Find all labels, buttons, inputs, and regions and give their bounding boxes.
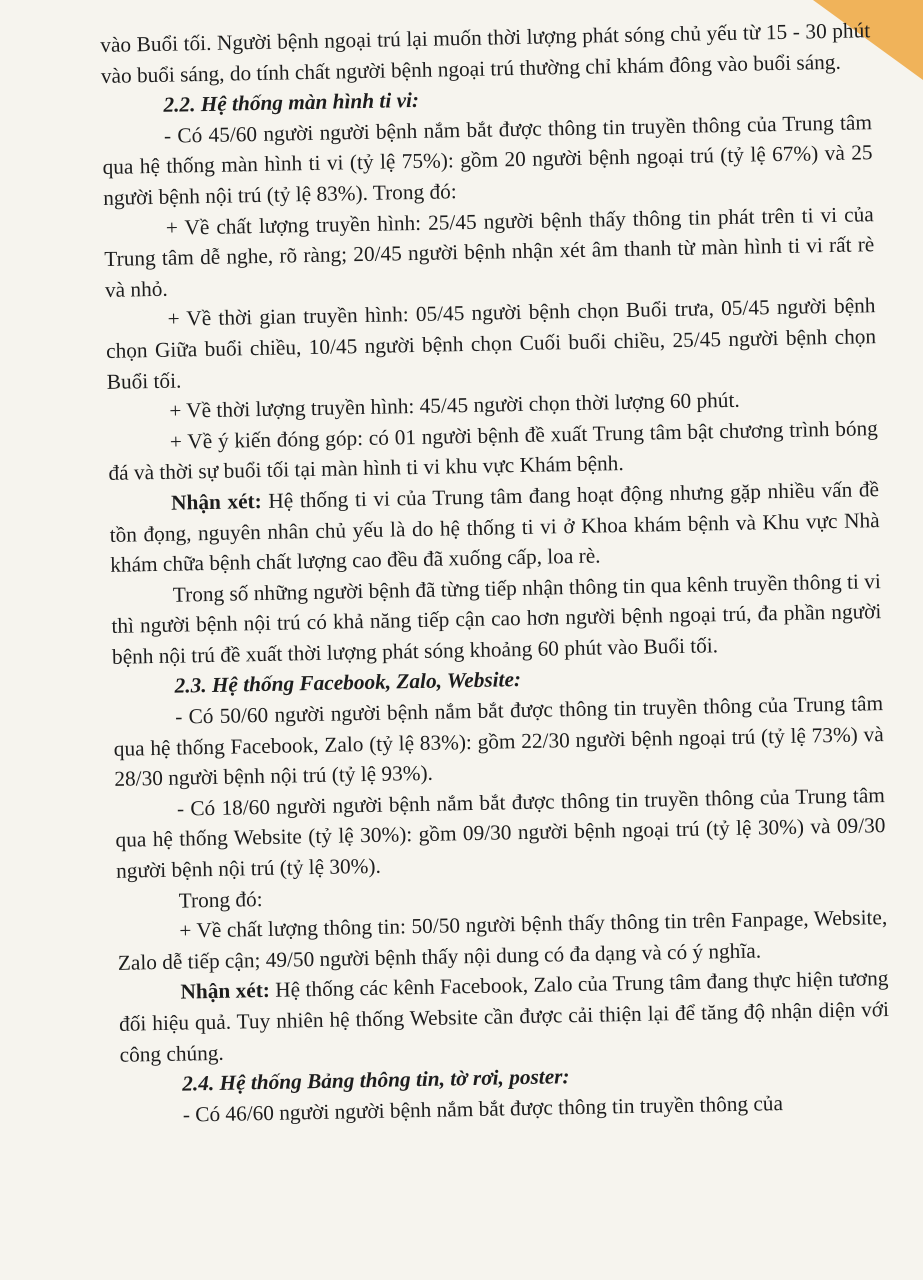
- remark-label: Nhận xét:: [180, 978, 271, 1005]
- paragraph-11: Trong đó:: [178, 886, 263, 913]
- paragraph-1: vào Buổi tối. Người bệnh ngoại trú lại muốn thời lượng phát sóng chủ yếu từ 15 - 30 phút vào buổi sáng, do tính chất người bệnh ngoại trú thường chỉ khám đông vào buổi sáng.: [100, 18, 871, 88]
- paragraph-3: + Về chất lượng truyền hình: 25/45 người bệnh thấy thông tin phát trên ti vi của Trung tâm dễ nghe, rõ ràng; 20/45 người bệnh nhận xét âm thanh từ màn hình ti vi rất rè và nhỏ.: [104, 201, 875, 302]
- paragraph-8: Trong số những người bệnh đã từng tiếp nhận thông tin qua kênh truyền thông ti vi thì người bệnh nội trú có khả năng tiếp cận cao hơn người bệnh ngoại trú, đa phần người bệnh nội trú đề xuất thời lượng phát sóng khoảng 60 phút vào Buổi tối.: [111, 568, 882, 669]
- section-heading-2-4: 2.4. Hệ thống Bảng thông tin, tờ rơi, poster:: [182, 1064, 570, 1096]
- remark-label: Nhận xét:: [170, 488, 262, 515]
- remark-paragraph-2: [118, 963, 890, 1070]
- paragraph-4: + Về thời gian truyền hình: 05/45 người bệnh chọn Buổi trưa, 05/45 người bệnh chọn Giữa buổi chiều, 10/45 người bệnh chọn Cuối buổi chiều, 25/45 người bệnh chọn Buổi tối.: [105, 293, 877, 394]
- paragraph-9: - Có 50/60 người người bệnh nắm bắt được thông tin truyền thông của Trung tâm qua hệ thống Facebook, Zalo (tỷ lệ 83%): gồm 22/30 người bệnh ngoại trú (tỷ lệ 73%) và 28/30 người bệnh nội trú (tỷ lệ 93%).: [113, 691, 884, 792]
- paragraph-14: - Có 46/60 người người bệnh nắm bắt được thông tin truyền thông của: [182, 1090, 784, 1127]
- paragraph-2: - Có 45/60 người người bệnh nắm bắt được thông tin truyền thông của Trung tâm qua hệ thống màn hình ti vi (tỷ lệ 75%): gồm 20 người bệnh ngoại trú (tỷ lệ 67%) và 25 người bệnh nội trú (tỷ lệ 83%). Trong đó:: [102, 109, 873, 210]
- paragraph-10: - Có 18/60 người người bệnh nắm bắt được thông tin truyền thông của Trung tâm qua hệ thống Website (tỷ lệ 30%): gồm 09/30 người bệnh ngoại trú (tỷ lệ 30%) và 09/30 người bệnh nội trú (tỷ lệ 30%).: [115, 782, 886, 883]
- paragraph-5: + Về thời lượng truyền hình: 45/45 người chọn thời lượng 60 phút.: [169, 387, 740, 423]
- section-heading-2-3: 2.3. Hệ thống Facebook, Zalo, Website:: [174, 667, 522, 699]
- paragraph-6: + Về ý kiến đóng góp: có 01 người bệnh đề xuất Trung tâm bật chương trình bóng đá và thời sự buổi tối tại màn hình ti vi khu vực Khám bệnh.: [108, 415, 879, 486]
- section-heading-2-2: 2.2. Hệ thống màn hình ti vi:: [163, 88, 420, 117]
- remark-paragraph-1: [109, 474, 881, 581]
- document-page: [100, 15, 891, 1131]
- remark-text: Hệ thống các kênh Facebook, Zalo của Trung tâm đang thực hiện tương đối hiệu quả. Tuy nhiên hệ thống Website cần được cải thiện lại để tăng độ nhận diện với công chúng.: [118, 966, 890, 1067]
- paragraph-12: + Về chất lượng thông tin: 50/50 người bệnh thấy thông tin trên Fanpage, Website, Zalo dễ tiếp cận; 49/50 người bệnh thấy nội dung có đa dạng và có ý nghĩa.: [117, 905, 888, 975]
- remark-text: Hệ thống ti vi của Trung tâm đang hoạt động nhưng gặp nhiều vấn đề tồn đọng, nguyên nhân chủ yếu là do hệ thống ti vi ở Khoa khám bệnh và Khu vực Nhà khám chữa bệnh chất lượng cao đều đã xuống cấp, loa rè.: [109, 477, 880, 577]
